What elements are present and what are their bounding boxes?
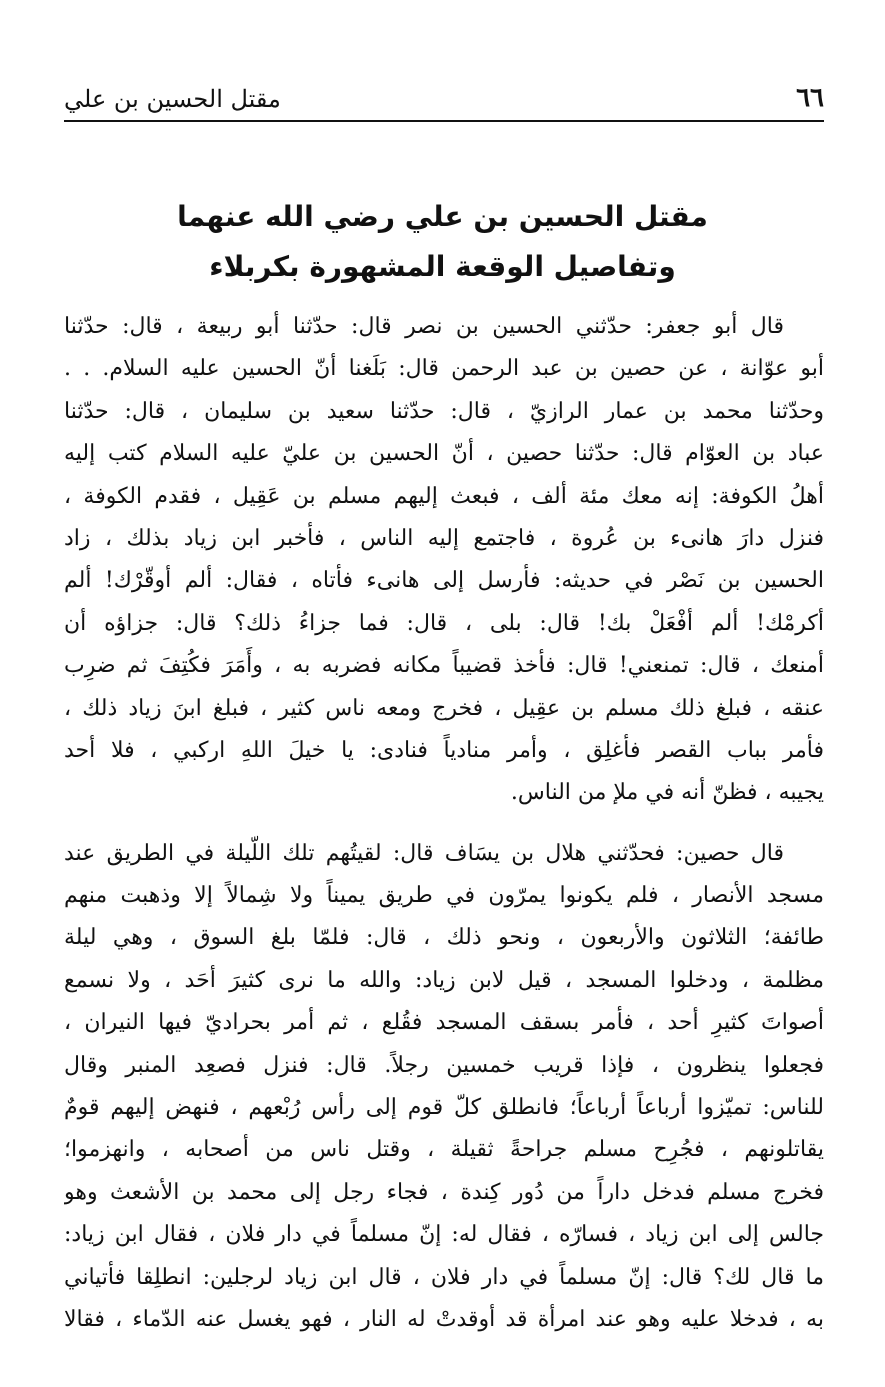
text-line: عنقه ، فبلغ ذلك مسلم بن عقِيل ، فخرج ومعه ناس كثير ، فبلغ ابنَ زياد ذلك ، bbox=[64, 695, 824, 721]
text-line: للناس: تميّزوا أرباعاً أرباعاً؛ فانطلق كلّ قوم إلى رأس رُبْعهم ، فنهض إليهم قومٌ bbox=[64, 1095, 824, 1121]
paragraph-2 bbox=[64, 833, 824, 1342]
text-line: أبو عوّانة ، عن حصين بن عبد الرحمن قال: بَلَغنا أنّ الحسين عليه السلام. . . bbox=[64, 356, 824, 382]
text-line: يجيبه ، فظنّ أنه في ملإ من الناس. bbox=[510, 780, 824, 806]
text-line: مظلمة ، ودخلوا المسجد ، قيل لابن زياد: والله ما نرى كثيرَ أحَد ، ولا نسمع bbox=[64, 967, 824, 993]
text-line: قال أبو جعفر: حدّثني الحسين بن نصر قال: حدّثنا أبو ربيعة ، قال: حدّثنا bbox=[64, 314, 784, 339]
text-line: يقاتلونهم ، فجُرِح مسلم جراحةً ثقيلة ، وقتل ناس من أصحابه ، وانهزموا؛ bbox=[64, 1137, 824, 1163]
text-line: أمنعك ، قال: تمنعني! قال: فأخذ قضيباً مكانه فضربه به ، وأَمَرَ فكُتِفَ ثم ضرِب bbox=[64, 653, 824, 679]
text-line: جالس إلى ابن زياد ، فسارّه ، فقال له: إنّ مسلماً في دار فلان ، فقال ابن زياد: bbox=[64, 1222, 824, 1248]
chapter-title bbox=[120, 192, 765, 292]
text-line: عباد بن العوّام قال: حدّثنا حصين ، أنّ الحسين بن عليّ عليه السلام كتب إليه bbox=[64, 441, 824, 467]
paragraph-1 bbox=[64, 306, 824, 815]
text-line: فأمر بباب القصر فأغلِق ، وأمر منادياً فنادى: يا خيلَ اللهِ اركبي ، فلا أحد bbox=[64, 737, 824, 763]
text-line: أصواتَ كثيرِ أحد ، فأمر بسقف المسجد فقُلع ، ثم أمر بحراديّ فيها النيران ، bbox=[64, 1010, 824, 1036]
text-line: مسجد الأنصار ، فلم يكونوا يمرّون في طريق يميناً ولا شِمالاً إلا وذهبت منهم bbox=[64, 883, 824, 909]
text-line: فجعلوا ينظرون ، فإذا قريب خمسين رجلاً. قال: فنزل فصعِد المنبر وقال bbox=[64, 1052, 824, 1078]
body-text bbox=[64, 306, 824, 1359]
text-line: أهلُ الكوفة: إنه معك مئة ألف ، فبعث إليهم مسلم بن عَقِيل ، فقدم الكوفة ، bbox=[64, 483, 824, 509]
chapter-title-line-2: وتفاصيل الوقعة المشهورة بكربلاء bbox=[209, 250, 676, 283]
text-line: ما قال لك؟ قال: إنّ مسلماً في دار فلان ، قال ابن زياد لرجلين: انطلِقا فأتياني bbox=[64, 1264, 824, 1290]
text-line: أكرمْك! ألم أفْعَلْ بك! قال: بلى ، قال: فما جزاءُ ذلك؟ قال: جزاؤه أن bbox=[64, 610, 824, 636]
chapter-title-line-1: مقتل الحسين بن علي رضي الله عنهما bbox=[177, 200, 708, 233]
running-header bbox=[64, 78, 824, 122]
text-line: فنزل دارَ هانىء بن عُروة ، فاجتمع إليه الناس ، فأخبر ابن زياد بذلك ، زاد bbox=[64, 525, 824, 551]
text-line: طائفة؛ الثلاثون والأربعون ، ونحو ذلك ، قال: فلمّا بلغ السوق ، وهي ليلة bbox=[64, 925, 824, 951]
running-title: مقتل الحسين بن علي bbox=[64, 85, 281, 113]
page-number: ٦٦ bbox=[796, 83, 824, 113]
text-line: به ، فدخلا عليه وهو عند امرأة قد أوقدتْ له النار ، فهو يغسل عنه الدّماء ، فقالا bbox=[64, 1306, 824, 1332]
text-line: فخرج مسلم فدخل داراً من دُور كِندة ، فجاء رجل إلى محمد بن الأشعث وهو bbox=[64, 1179, 824, 1205]
text-line: وحدّثنا محمد بن عمار الرازيّ ، قال: حدّثنا سعيد بن سليمان ، قال: حدّثنا bbox=[64, 398, 824, 424]
text-line: الحسين بن نَصْر في حديثه: فأرسل إلى هانىء فأتاه ، فقال: ألم أوقّرْك! ألم bbox=[64, 568, 824, 594]
text-line: قال حصين: فحدّثني هلال بن يسَاف قال: لقيتُهم تلك اللّيلة في الطريق عند bbox=[64, 840, 784, 866]
